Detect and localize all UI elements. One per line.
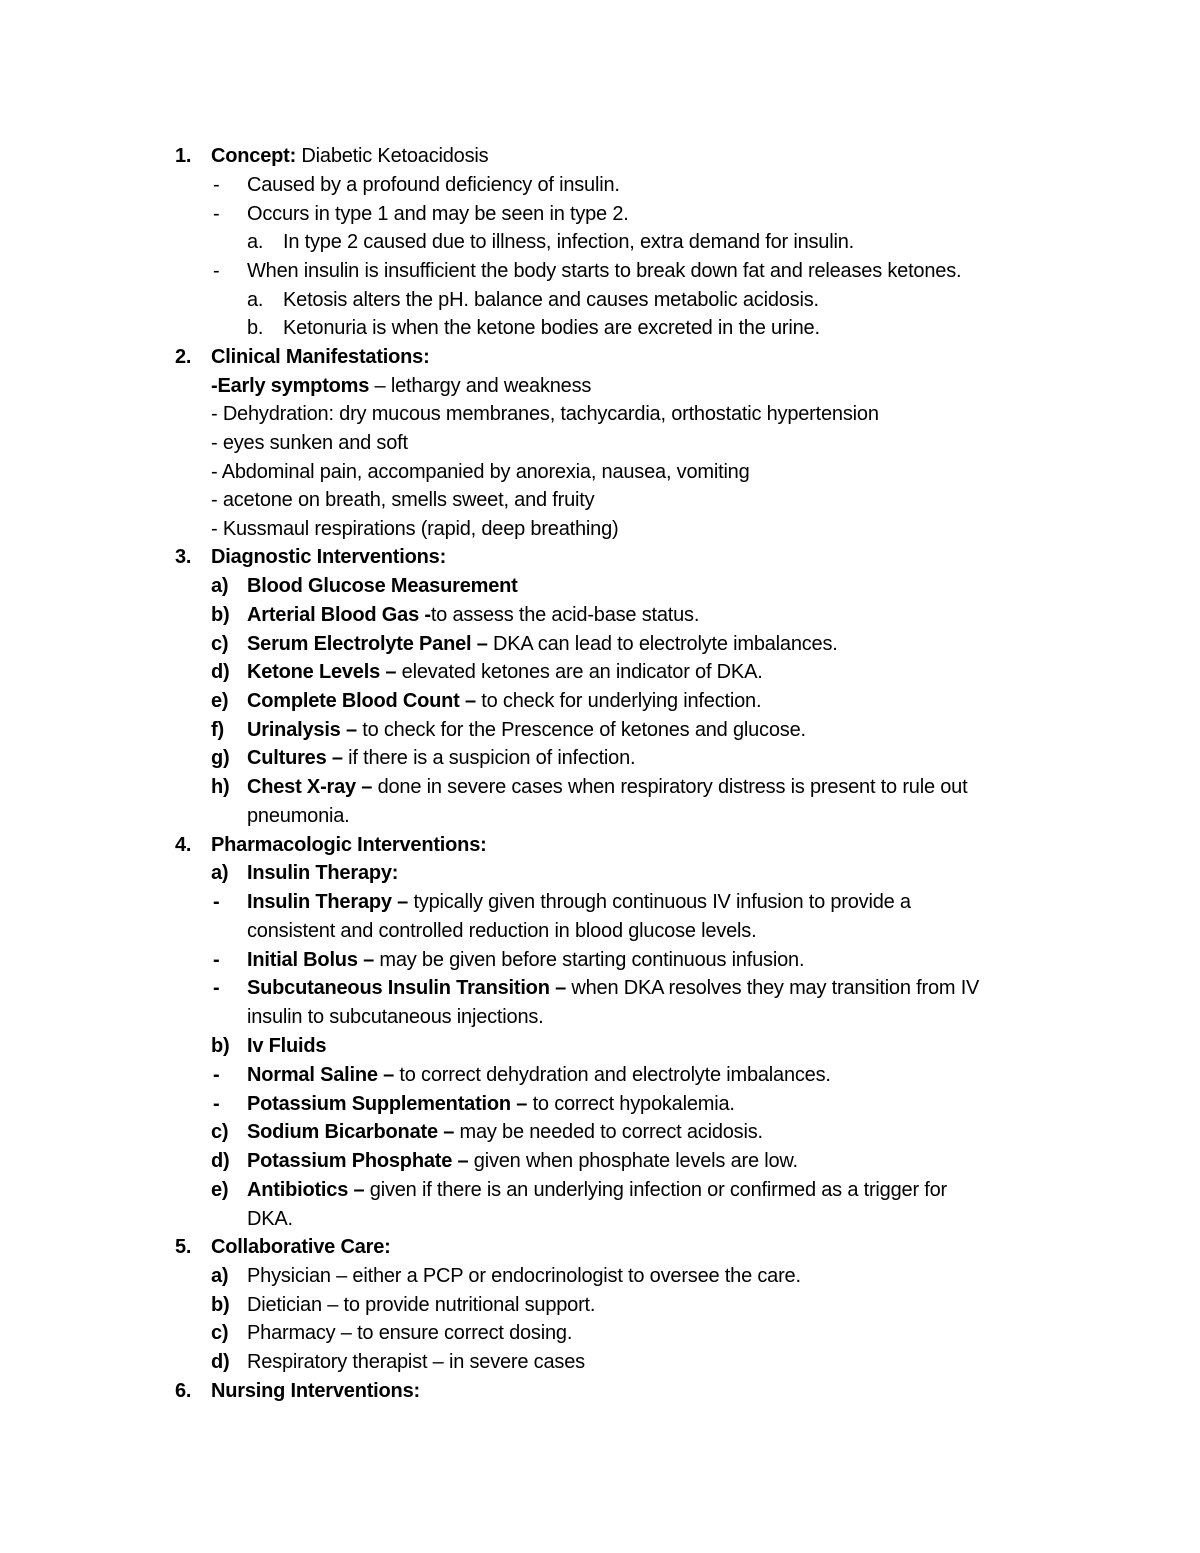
section-number: 5. [175,1236,192,1258]
item-label: Blood Glucose Measurement [247,575,518,597]
item-label: Normal Saline – [247,1064,395,1086]
item-text: Physician – either a PCP or endocrinologist to oversee the care. [247,1265,801,1287]
letter-marker: b. [247,317,264,339]
bullet-text: When insulin is insufficient the body starts to break down fat and releases ketones. [247,260,962,282]
item-text: may be needed to correct acidosis. [454,1121,763,1143]
letter-marker: b) [211,1035,230,1057]
letter-marker: b) [211,1294,230,1316]
item-label: Chest X-ray – [247,776,373,798]
item-text: Dietician – to provide nutritional support. [247,1294,596,1316]
sub-item-text: Ketosis alters the pH. balance and causes metabolic acidosis. [283,289,819,311]
item-text: Respiratory therapist – in severe cases [247,1351,585,1373]
letter-marker: a) [211,862,229,884]
item-text: elevated ketones are an indicator of DKA. [396,661,763,683]
letter-marker: e) [211,1179,229,1201]
item-text: - eyes sunken and soft [211,432,408,454]
item-text: - acetone on breath, smells sweet, and fruity [211,489,595,511]
letter-marker: a) [211,575,229,597]
item-label: Sodium Bicarbonate – [247,1121,455,1143]
item-text: given if there is an underlying infection or confirmed as a trigger for [364,1179,947,1201]
item-text: to assess the acid-base status. [430,604,700,626]
item-text: given when phosphate levels are low. [468,1150,798,1172]
item-text: consistent and controlled reduction in blood glucose levels. [247,920,757,942]
section-title: Pharmacologic Interventions: [211,834,487,856]
section-title: Concept: [211,145,297,167]
item-text: to correct dehydration and electrolyte imbalances. [394,1064,831,1086]
dash-marker: - [213,949,220,971]
letter-marker: e) [211,690,229,712]
item-text: typically given through continuous IV infusion to provide a [408,891,911,913]
item-text: - Dehydration: dry mucous membranes, tachycardia, orthostatic hypertension [211,403,879,425]
letter-marker: d) [211,661,230,683]
item-text: to check for underlying infection. [475,690,762,712]
item-text: insulin to subcutaneous injections. [247,1006,544,1028]
sub-item-text: In type 2 caused due to illness, infection, extra demand for insulin. [283,231,854,253]
item-text: if there is a suspicion of infection. [342,747,636,769]
letter-marker: a) [211,1265,229,1287]
section-title: Clinical Manifestations: [211,346,430,368]
letter-marker: c) [211,1322,229,1344]
item-label: Arterial Blood Gas - [247,604,431,626]
item-text: to check for the Prescence of ketones and glucose. [356,719,806,741]
bullet-text: Occurs in type 1 and may be seen in type 2. [247,203,629,225]
item-text: when DKA resolves they may transition from IV [566,977,980,999]
item-label: Potassium Supplementation – [247,1093,528,1115]
item-label: Serum Electrolyte Panel – [247,633,488,655]
dash-marker: - [213,891,220,913]
section-title: Collaborative Care: [211,1236,391,1258]
letter-marker: c) [211,633,229,655]
item-label: Ketone Levels – [247,661,397,683]
letter-marker: h) [211,776,230,798]
item-text: Pharmacy – to ensure correct dosing. [247,1322,573,1344]
dash-marker: - [213,260,220,282]
letter-marker: d) [211,1351,230,1373]
letter-marker: b) [211,604,230,626]
letter-marker: f) [211,719,224,741]
item-text: pneumonia. [247,805,350,827]
item-label: Initial Bolus – [247,949,375,971]
item-label: -Early symptoms [211,375,370,397]
letter-marker: a. [247,231,264,253]
item-label: Urinalysis – [247,719,357,741]
item-label: Antibiotics – [247,1179,365,1201]
section-number: 1. [175,145,192,167]
item-text: to correct hypokalemia. [527,1093,735,1115]
section-number: 6. [175,1380,192,1402]
letter-marker: a. [247,289,264,311]
item-text: done in severe cases when respiratory distress is present to rule out [372,776,968,798]
letter-marker: d) [211,1150,230,1172]
bullet-text: Caused by a profound deficiency of insulin. [247,174,620,196]
dash-marker: - [213,977,220,999]
letter-marker: g) [211,747,230,769]
item-text: - Abdominal pain, accompanied by anorexia, nausea, vomiting [211,461,750,483]
section-number: 2. [175,346,192,368]
section-title: Diagnostic Interventions: [211,546,447,568]
dash-marker: - [213,203,220,225]
dash-marker: - [213,1064,220,1086]
item-text: DKA can lead to electrolyte imbalances. [487,633,838,655]
dash-marker: - [213,1093,220,1115]
item-text: - Kussmaul respirations (rapid, deep breathing) [211,518,619,540]
item-label: Subcutaneous Insulin Transition – [247,977,566,999]
item-label: Potassium Phosphate – [247,1150,469,1172]
section-title-rest: Diabetic Ketoacidosis [296,145,489,167]
section-number: 3. [175,546,192,568]
item-label: Cultures – [247,747,343,769]
item-label: Insulin Therapy – [247,891,409,913]
item-text: may be given before starting continuous infusion. [374,949,805,971]
dash-marker: - [213,174,220,196]
section-title: Nursing Interventions: [211,1380,420,1402]
item-label: Insulin Therapy: [247,862,399,884]
sub-item-text: Ketonuria is when the ketone bodies are excreted in the urine. [283,317,820,339]
section-number: 4. [175,834,192,856]
item-label: Complete Blood Count – [247,690,476,712]
letter-marker: c) [211,1121,229,1143]
item-label: Iv Fluids [247,1035,327,1057]
item-text: DKA. [247,1208,293,1230]
item-text: – lethargy and weakness [369,375,592,397]
